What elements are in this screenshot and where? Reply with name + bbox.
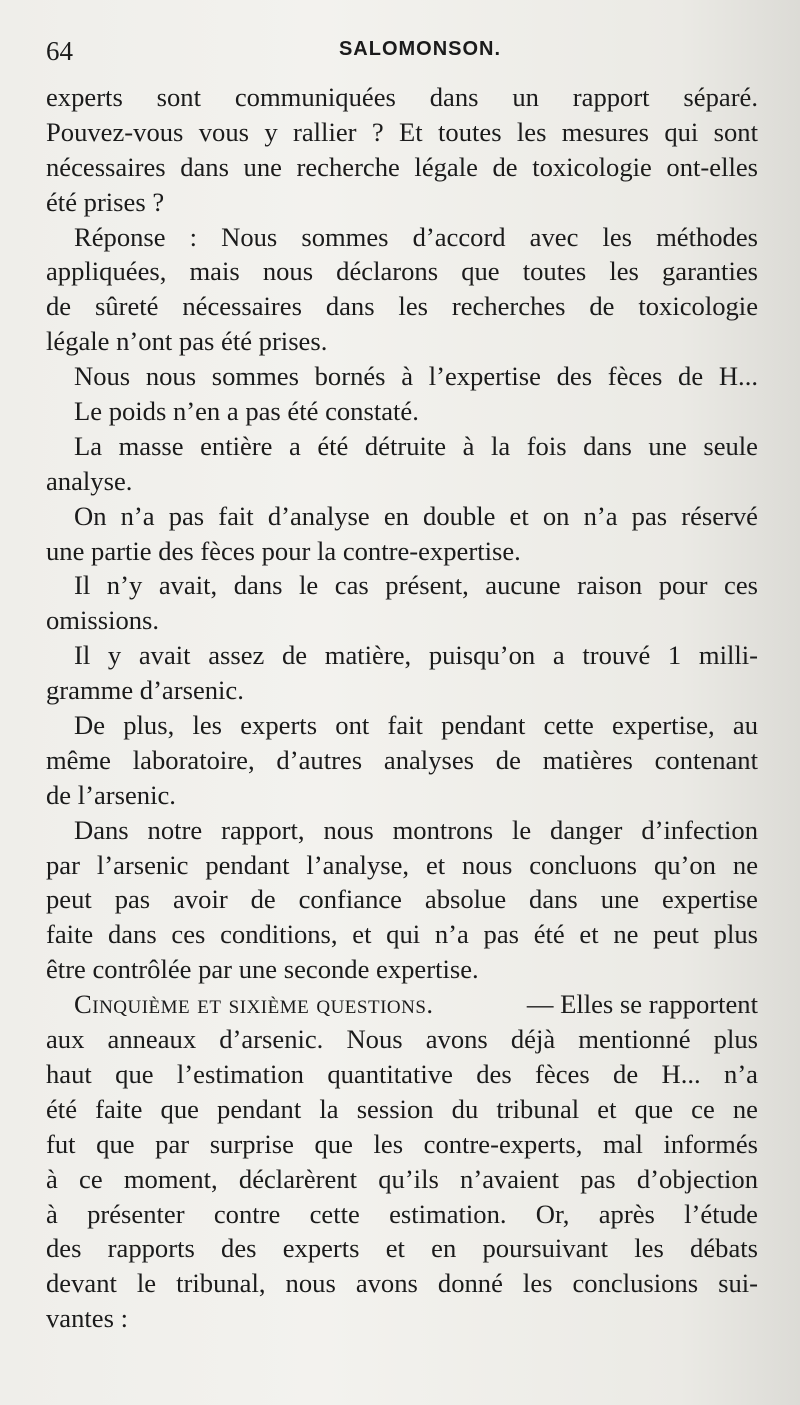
text-line: La masse entière a été détruite à la fois dans une seule (74, 430, 758, 461)
text-line: Nous nous sommes bornés à l’expertise des fèces de H... (74, 361, 758, 392)
text-line: à présenter contre cette estimation. Or, après l’étude (46, 1198, 758, 1229)
text-line: haut que l’estimation quantitative des fèces de H... n’a (46, 1058, 758, 1089)
text-line: Pouvez-vous vous y rallier ? Et toutes les mesures qui sont (46, 116, 758, 147)
text-line: des rapports des experts et en poursuivant les débats (46, 1233, 758, 1264)
text-line (46, 987, 758, 1022)
text-line: De plus, les experts ont fait pendant cette expertise, au (74, 710, 758, 741)
text-line: légale n’ont pas été prises. (46, 326, 328, 357)
text-line: devant le tribunal, nous avons donné les conclusions sui- (46, 1268, 758, 1299)
section-heading-continuation: — Elles se rapportent (526, 989, 758, 1020)
running-head: SALOMONSON. (338, 38, 502, 60)
text-line: Il y avait assez de matière, puisqu’on a trouvé 1 milli- (74, 640, 758, 671)
text-line: fut que par surprise que les contre-experts, mal informés (46, 1128, 758, 1159)
text-line: On n’a pas fait d’analyse en double et on n’a pas réservé (74, 500, 758, 531)
text-line: été faite que pendant la session du tribunal et que ce ne (46, 1093, 758, 1124)
text-line: aux anneaux d’arsenic. Nous avons déjà mentionné plus (46, 1024, 758, 1055)
text-line: être contrôlée par une seconde expertise. (46, 954, 479, 985)
text-line: même laboratoire, d’autres analyses de matières contenant (46, 744, 758, 775)
section-heading: Cinquième et sixième questions. (74, 989, 434, 1020)
text-line: omissions. (46, 605, 160, 636)
text-line: Il n’y avait, dans le cas présent, aucune raison pour ces (74, 570, 758, 601)
text-line: à ce moment, déclarèrent qu’ils n’avaient pas d’objection (46, 1163, 758, 1194)
body-text (46, 80, 758, 1336)
text-line: Réponse : Nous sommes d’accord avec les méthodes (74, 221, 758, 252)
text-line: de l’arsenic. (46, 779, 176, 810)
text-line: été prises ? (46, 186, 165, 217)
text-line: peut pas avoir de confiance absolue dans une expertise (46, 884, 758, 915)
text-line: Dans notre rapport, nous montrons le danger d’infection (74, 814, 758, 845)
text-line: vantes : (46, 1303, 128, 1334)
text-line: gramme d’arsenic. (46, 675, 244, 706)
page-number: 64 (46, 36, 73, 66)
text-line: appliquées, mais nous déclarons que toutes les garanties (46, 256, 758, 287)
page-header (46, 36, 754, 70)
text-line: faite dans ces conditions, et qui n’a pas été et ne peut plus (46, 919, 758, 950)
text-line: de sûreté nécessaires dans les recherches de toxicologie (46, 291, 758, 322)
text-line: une partie des fèces pour la contre-expertise. (46, 535, 521, 566)
text-line: par l’arsenic pendant l’analyse, et nous concluons qu’on ne (46, 849, 758, 880)
text-line: experts sont communiquées dans un rapport séparé. (46, 82, 758, 112)
text-line: analyse. (46, 465, 133, 496)
text-line: Le poids n’en a pas été constaté. (74, 396, 419, 427)
text-line: nécessaires dans une recherche légale de toxicologie ont-elles (46, 151, 758, 182)
